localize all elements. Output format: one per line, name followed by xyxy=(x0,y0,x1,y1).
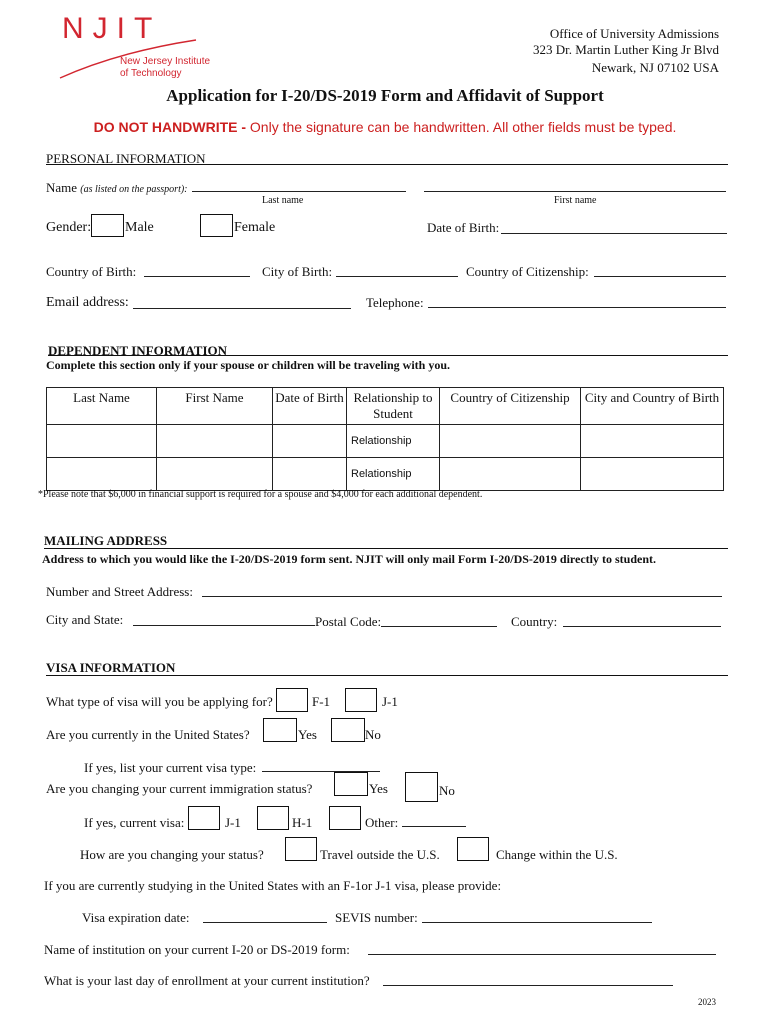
address-line3: Newark, NJ 07102 USA xyxy=(591,60,719,75)
first-name-field[interactable] xyxy=(424,191,726,192)
changing-yes-label: Yes xyxy=(369,781,388,796)
expiration-label: Visa expiration date: xyxy=(82,910,190,925)
current-visa-type-label: If yes, list your current visa type: xyxy=(84,760,257,775)
email-field[interactable] xyxy=(133,308,351,309)
dep1-relationship[interactable]: Relationship xyxy=(347,425,440,458)
logo-line1: New Jersey Institute xyxy=(120,56,211,67)
last-day-label: What is your last day of enrollment at your current institution? xyxy=(44,973,370,988)
email-label: Email address: xyxy=(46,295,129,310)
gender-female-checkbox[interactable] xyxy=(200,214,233,237)
street-field[interactable] xyxy=(202,596,722,597)
personal-heading-rule xyxy=(46,164,728,165)
current-j1-checkbox[interactable] xyxy=(188,806,220,830)
personal-heading: PERSONAL INFORMATION xyxy=(46,151,206,166)
postal-field[interactable] xyxy=(381,626,497,627)
changing-no-checkbox[interactable] xyxy=(405,772,438,802)
visa-j1-label: J-1 xyxy=(382,694,398,709)
dep1-last-name[interactable] xyxy=(47,425,157,458)
warning-text: Only the signature can be handwritten. All other fields must be typed. xyxy=(246,119,677,135)
col-birthplace: City and Country of Birth xyxy=(581,388,724,425)
telephone-label: Telephone: xyxy=(366,295,424,310)
dependent-heading: DEPENDENT INFORMATION xyxy=(48,343,228,358)
first-name-caption: First name xyxy=(554,195,597,206)
table-row xyxy=(47,425,724,458)
how-changing-question: How are you changing your status? xyxy=(80,847,264,862)
mailing-subheading: Address to which you would like the I-20/DS-2019 form sent. NJIT will only mail Form I-20/DS-2019 directly to student. xyxy=(42,552,657,566)
change-within-label: Change within the U.S. xyxy=(496,847,618,862)
city-birth-label: City of Birth: xyxy=(262,264,333,279)
dep1-first-name[interactable] xyxy=(157,425,273,458)
dep2-birthplace[interactable] xyxy=(581,458,724,491)
logo-letters: NJIT xyxy=(62,12,162,45)
logo-line2: of Technology xyxy=(120,68,182,79)
dob-label: Date of Birth: xyxy=(427,220,500,235)
changing-status-question: Are you changing your current immigration status? xyxy=(46,781,313,796)
in-us-yes-label: Yes xyxy=(298,727,317,742)
changing-no-label: No xyxy=(439,783,455,798)
postal-label: Postal Code: xyxy=(315,614,382,629)
page-title: Application for I-20/DS-2019 Form and Affidavit of Support xyxy=(166,86,604,105)
col-dob: Date of Birth xyxy=(273,388,347,425)
city-state-label: City and State: xyxy=(46,612,124,627)
citizenship-field[interactable] xyxy=(594,276,726,277)
country-label: Country: xyxy=(511,614,558,629)
current-other-label: Other: xyxy=(365,815,399,830)
visa-heading-rule xyxy=(46,675,728,676)
current-other-checkbox[interactable] xyxy=(329,806,361,830)
dependent-subheading: Complete this section only if your spouse or children will be traveling with you. xyxy=(46,358,451,372)
city-state-field[interactable] xyxy=(133,625,315,626)
gender-male-checkbox[interactable] xyxy=(91,214,124,237)
sevis-label: SEVIS number: xyxy=(335,910,418,925)
col-first-name: First Name xyxy=(157,388,273,425)
expiration-field[interactable] xyxy=(203,922,327,923)
current-visa-label: If yes, current visa: xyxy=(84,815,185,830)
table-row xyxy=(47,458,724,491)
footer-year: 2023 xyxy=(698,997,716,1007)
current-j1-label: J-1 xyxy=(225,815,241,830)
gender-female-label: Female xyxy=(234,220,276,235)
col-last-name: Last Name xyxy=(47,388,157,425)
in-us-yes-checkbox[interactable] xyxy=(263,718,297,742)
visa-j1-checkbox[interactable] xyxy=(345,688,377,712)
address-line2: 323 Dr. Martin Luther King Jr Blvd xyxy=(533,42,719,57)
current-h1-label: H-1 xyxy=(292,815,313,830)
institution-field[interactable] xyxy=(368,954,716,955)
last-name-caption: Last name xyxy=(262,195,304,206)
current-other-field[interactable] xyxy=(402,826,466,827)
gender-label: Gender: xyxy=(46,220,92,235)
citizenship-label: Country of Citizenship: xyxy=(466,264,589,279)
dep2-citizenship[interactable] xyxy=(440,458,581,491)
country-birth-label: Country of Birth: xyxy=(46,264,137,279)
travel-outside-checkbox[interactable] xyxy=(285,837,317,861)
dep2-last-name[interactable] xyxy=(47,458,157,491)
institution-label: Name of institution on your current I-20 or DS-2019 form: xyxy=(44,942,350,957)
address-line1: Office of University Admissions xyxy=(549,26,719,41)
last-day-field[interactable] xyxy=(383,985,673,986)
dependent-heading-rule xyxy=(48,355,728,356)
dependent-note: *Please note that $6,000 in financial support is required for a spouse and $4,000 for each additional dependent. xyxy=(38,489,483,500)
dep2-first-name[interactable] xyxy=(157,458,273,491)
current-h1-checkbox[interactable] xyxy=(257,806,289,830)
dep1-birthplace[interactable] xyxy=(581,425,724,458)
telephone-field[interactable] xyxy=(428,307,726,308)
visa-type-question: What type of visa will you be applying for? xyxy=(46,694,273,709)
in-us-no-label: No xyxy=(365,727,381,742)
change-within-checkbox[interactable] xyxy=(457,837,489,861)
dependent-table xyxy=(46,387,724,491)
col-relationship: Relationship to Student xyxy=(347,388,440,425)
dep1-dob[interactable] xyxy=(273,425,347,458)
travel-outside-label: Travel outside the U.S. xyxy=(320,847,440,862)
mailing-heading-rule xyxy=(44,548,728,549)
last-name-field[interactable] xyxy=(192,191,406,192)
country-birth-field[interactable] xyxy=(144,276,250,277)
studying-instruction: If you are currently studying in the United States with an F-1or J-1 visa, please provide: xyxy=(44,878,502,893)
dob-field[interactable] xyxy=(501,233,727,234)
col-citizenship: Country of Citizenship xyxy=(440,388,581,425)
name-label: Name (as listed on the passport): xyxy=(46,180,188,195)
visa-heading: VISA INFORMATION xyxy=(46,660,176,675)
njit-logo xyxy=(58,12,218,82)
dep2-relationship[interactable]: Relationship xyxy=(347,458,440,491)
city-birth-field[interactable] xyxy=(336,276,458,277)
changing-yes-checkbox[interactable] xyxy=(334,772,368,796)
visa-f1-checkbox[interactable] xyxy=(276,688,308,712)
dep2-dob[interactable] xyxy=(273,458,347,491)
table-header-row xyxy=(47,388,724,425)
street-label: Number and Street Address: xyxy=(46,584,193,599)
handwrite-warning xyxy=(0,119,770,135)
warning-bold: DO NOT HANDWRITE - xyxy=(93,119,247,135)
in-us-question: Are you currently in the United States? xyxy=(46,727,250,742)
sevis-field[interactable] xyxy=(422,922,652,923)
mailing-heading: MAILING ADDRESS xyxy=(44,533,168,548)
country-field[interactable] xyxy=(563,626,721,627)
visa-f1-label: F-1 xyxy=(312,694,331,709)
dep1-citizenship[interactable] xyxy=(440,425,581,458)
gender-male-label: Male xyxy=(125,220,154,235)
in-us-no-checkbox[interactable] xyxy=(331,718,365,742)
